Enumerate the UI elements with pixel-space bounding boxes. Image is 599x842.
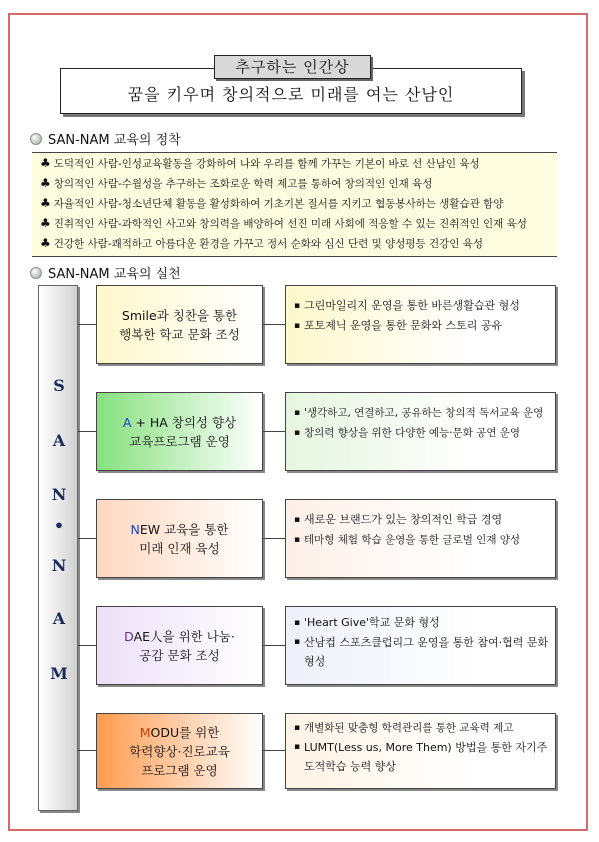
list-item: ▪ 새로운 브랜드가 있는 창의적인 학급 경영 bbox=[294, 510, 549, 530]
connector-line bbox=[78, 645, 96, 646]
list-item: ▪ 테마형 체험 학습 운영을 통한 글로벌 인재 양성 bbox=[294, 530, 549, 550]
connector-line bbox=[263, 324, 285, 325]
practice-detail-box bbox=[285, 606, 556, 685]
policy-item: ♣ 창의적인 사람-수월성을 추구하는 조화로운 학력 제고를 통하여 창의적인 인재 육성 bbox=[40, 176, 433, 190]
practice-title-box: A + HA 창의성 향상 교육프로그램 운영 bbox=[96, 392, 263, 471]
club-icon: ♣ bbox=[40, 216, 51, 230]
practice-title-box: MODU를 위한 학력향상·진로교육 프로그램 운영 bbox=[96, 713, 263, 789]
connector-line bbox=[263, 431, 285, 432]
slogan-text: 꿈을 키우며 창의적으로 미래를 여는 산남인 bbox=[127, 85, 455, 104]
practice-detail-box bbox=[285, 392, 556, 471]
round-bullet-icon bbox=[30, 267, 42, 279]
policy-item: ♣ 도덕적인 사람-인성교육활동을 강화하여 나와 우리를 함께 가꾸는 기본이 바로 선 산남인 육성 bbox=[40, 156, 480, 170]
policy-heading: SAN-NAM 교육의 정착 bbox=[30, 129, 181, 148]
vertical-letter: A bbox=[52, 431, 66, 450]
list-item: ▪ 'Heart Give'학교 문화 형성 bbox=[294, 613, 549, 633]
practice-detail-box bbox=[285, 499, 556, 578]
practice-title-box: NEW 교육을 통한 미래 인재 육성 bbox=[96, 499, 263, 578]
vertical-letter: S bbox=[53, 376, 65, 395]
connector-line bbox=[78, 750, 96, 751]
policy-item: ♣ 건강한 사람-쾌적하고 아름다운 환경을 가꾸고 정서 순화와 심신 단련 및 양성평등 건강인 육성 bbox=[40, 236, 484, 250]
vertical-letter: M bbox=[50, 664, 68, 683]
list-item: ▪ 포토제닉 운영을 통한 문화와 스토리 공유 bbox=[294, 316, 549, 336]
policy-item: ♣ 자율적인 사람-청소년단체 활동을 활성화하여 기초기본 질서를 지키고 협동봉사하는 생활습관 함양 bbox=[40, 196, 504, 210]
club-icon: ♣ bbox=[40, 196, 51, 210]
club-icon: ♣ bbox=[40, 156, 51, 170]
ideal-person-label: 추구하는 인간상 bbox=[235, 58, 350, 76]
practice-detail-box bbox=[285, 713, 556, 789]
ideal-person-tab bbox=[214, 55, 371, 79]
connector-line bbox=[263, 750, 285, 751]
list-item: ▪ 창의력 향상을 위한 다양한 예능·문화 공연 운영 bbox=[294, 423, 549, 443]
list-item: ▪ '생각하고, 연결하고, 공유하는 창의적 독서교육 운영 bbox=[294, 403, 549, 423]
connector-line bbox=[78, 324, 96, 325]
practice-heading: SAN-NAM 교육의 실천 bbox=[30, 263, 181, 282]
vertical-letter: N bbox=[51, 485, 67, 504]
connector-line bbox=[78, 538, 96, 539]
list-item: ▪ 그린마일리지 운영을 통한 바른생활습관 형성 bbox=[294, 296, 549, 316]
practice-title-box: Smile과 칭찬을 통한 행복한 학교 문화 조성 bbox=[96, 285, 263, 364]
list-item: ▪ LUMT(Less us, More Them) 방법을 통한 자기주도적학습 능력 향상 bbox=[294, 738, 549, 776]
connector-line bbox=[263, 538, 285, 539]
practice-title-box: DAE人을 위한 나눔· 공감 문화 조성 bbox=[96, 606, 263, 685]
list-item: ▪ 산남컵 스포츠클럽리그 운영을 통한 참여·협력 문화 형성 bbox=[294, 633, 549, 671]
policy-item: ♣ 진취적인 사람-과학적인 사고와 창의력을 배양하여 선진 미래 사회에 적응할 수 있는 진취적인 인재 육성 bbox=[40, 216, 527, 230]
round-bullet-icon bbox=[30, 133, 42, 145]
vertical-letter: N bbox=[51, 556, 67, 575]
list-item: ▪ 개별화된 맞춤형 학력관리를 통한 교육력 제고 bbox=[294, 718, 549, 738]
vertical-letter: • bbox=[53, 516, 65, 535]
club-icon: ♣ bbox=[40, 236, 51, 250]
connector-line bbox=[78, 431, 96, 432]
practice-detail-box bbox=[285, 285, 556, 364]
sannam-vertical-bar bbox=[38, 285, 78, 811]
connector-line bbox=[263, 645, 285, 646]
club-icon: ♣ bbox=[40, 176, 51, 190]
vertical-letter: A bbox=[52, 609, 66, 628]
policy-box bbox=[32, 152, 557, 257]
